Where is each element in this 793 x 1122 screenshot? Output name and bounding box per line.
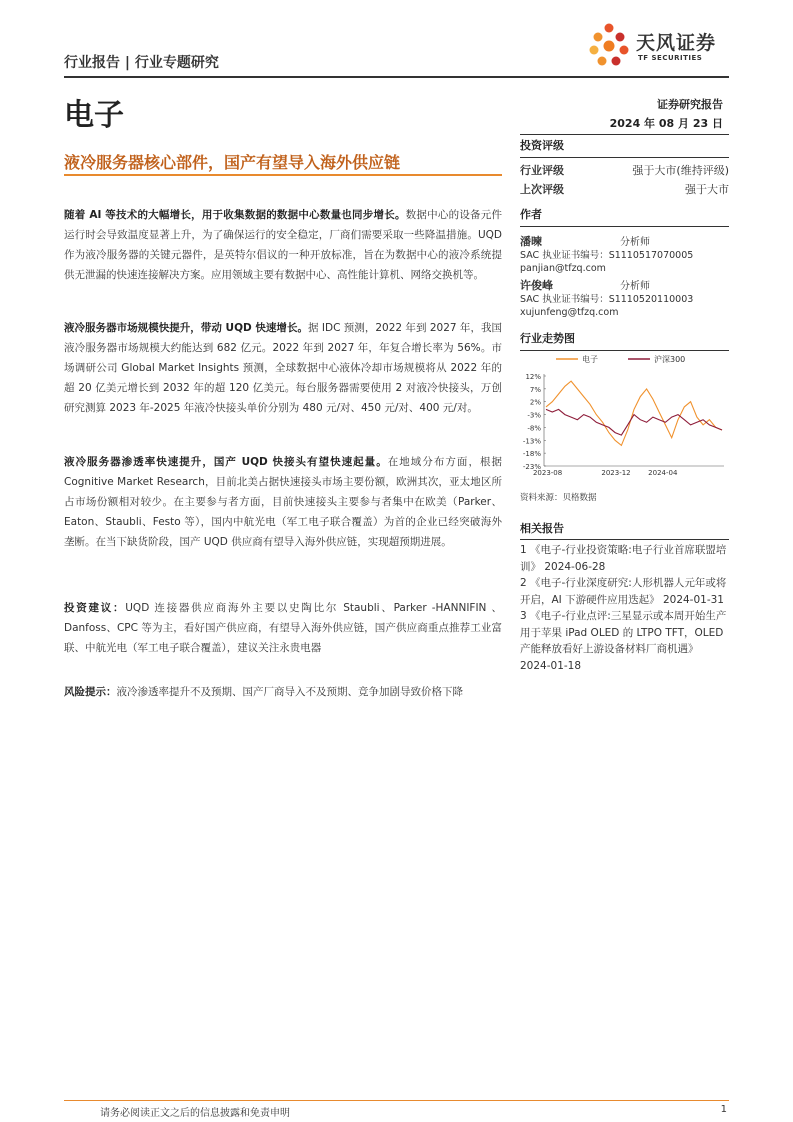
header-divider <box>64 76 729 78</box>
trend-heading: 行业走势图 <box>520 332 575 345</box>
rating-section <box>520 134 729 197</box>
industry-trend-chart <box>516 352 730 484</box>
legend-label: 电子 <box>582 355 598 364</box>
paragraph-risk <box>64 682 502 702</box>
rating-top-rule <box>520 134 729 135</box>
tf-logo-icon <box>584 22 634 68</box>
logo-text-cn: 天风证券 <box>636 32 717 54</box>
rating-heading: 投资评级 <box>520 139 564 152</box>
author-email[interactable]: xujunfeng@tfzq.com <box>520 307 619 318</box>
related-report-item[interactable]: 2 《电子-行业深度研究:人形机器人元年或将开启，AI 下游硬件应用迭起》 2024-01-31 <box>520 577 727 606</box>
x-tick-label: 2023-08 <box>532 469 563 477</box>
related-section <box>520 520 729 674</box>
authors-heading: 作者 <box>520 208 542 221</box>
report-category: 行业报告 | 行业专题研究 <box>64 55 219 71</box>
paragraph-lead: 投资建议： <box>64 602 126 614</box>
paragraph-lead: 风险提示： <box>64 686 117 698</box>
paragraph-penetration <box>64 452 502 552</box>
logo-text-en: TF SECURITIES <box>638 54 703 62</box>
y-tick-label: -18% <box>522 450 541 459</box>
paragraph-text: 液冷渗透率提升不及预期、国产厂商导入不及预期、竞争加剧导致价格下降 <box>116 686 463 698</box>
author-role: 分析师 <box>620 281 650 292</box>
previous-rating-row <box>520 181 729 197</box>
paragraph-market-size <box>64 318 502 418</box>
y-tick-label: -13% <box>522 437 541 446</box>
related-heading: 相关报告 <box>520 522 564 535</box>
industry-rating-row <box>520 162 729 178</box>
related-report-item[interactable]: 1 《电子-行业投资策略:电子行业首席联盟培训》 2024-06-28 <box>520 544 727 573</box>
headline-underline <box>64 174 502 176</box>
author-cert: SAC 执业证书编号：S1110517070005 <box>520 250 694 261</box>
authors-rule <box>520 226 729 227</box>
y-tick-label: 12% <box>525 373 541 381</box>
paragraph-lead: 随着 AI 等技术的大幅增长，用于收集数据的数据中心数量也同步增长。 <box>64 209 406 221</box>
report-headline: 液冷服务器核心部件，国产有望导入海外供应链 <box>64 153 401 172</box>
x-tick-label: 2023-12 <box>601 469 631 477</box>
trend-section <box>520 330 729 351</box>
paragraph-ai-growth <box>64 205 502 285</box>
y-tick-label: 2% <box>529 398 541 407</box>
paragraph-text: 数据中心的设备元件运行时会导致温度显著上升，为了确保运行的安全稳定，厂商们需要采取一些降温措施。UQD 作为液冷服务器的关键元器件，是英特尔倡议的一种开放标准，旨在为数据中心的液冷系统提供无泄漏的快速连接解决方案。应用领域主要有数据中心、高性能计算机、网络交换机等。 <box>64 209 503 281</box>
author-cert: SAC 执业证书编号：S1110520110003 <box>520 294 694 305</box>
legend-label: 沪深300 <box>654 355 686 364</box>
x-tick-label: 2024-04 <box>648 469 678 477</box>
author-role: 分析师 <box>620 237 650 248</box>
author-email[interactable]: panjian@tfzq.com <box>520 263 606 274</box>
page-number: 1 <box>720 1104 727 1115</box>
authors-section <box>520 206 729 319</box>
related-report-item[interactable]: 3 《电子-行业点评:三星显示或本周开始生产用于苹果 iPad OLED 的 LTPO TFT，OLED 产能释放看好上游设备材料厂商机遇》 2024-01-18 <box>520 610 727 672</box>
company-logo <box>584 22 734 68</box>
y-tick-label: -3% <box>527 411 541 420</box>
paragraph-lead: 液冷服务器渗透率快速提升，国产 UQD 快接头有望快速起量。 <box>64 456 388 468</box>
y-tick-label: -8% <box>527 424 541 433</box>
paragraph-text: 据 IDC 预测，2022 年到 2027 年，我国液冷服务器市场规模大约能达到 682 亿元。2022 年到 2027 年，年复合增长率为 56%。市场调研公司 Global Market Insights 预测，全球数据中心液体冷却市场规模将从 2022 年的超 20 亿美元增长到 2032 年的超 120 亿美元。每台服务器需要使用 2 对液冷快接头，万创研究测算 2023 年-2025 年液冷快接头单价分别为 480 元/对、450 元/对、400 元/对。 <box>64 322 502 414</box>
footer-divider <box>64 1100 729 1101</box>
trend-rule <box>520 350 729 351</box>
author-entry <box>520 233 729 275</box>
chart-source: 资料来源：贝格数据 <box>520 493 597 503</box>
series-line <box>546 381 722 445</box>
paragraph-lead: 液冷服务器市场规模快提升，带动 UQD 快速增长。 <box>64 322 309 334</box>
paragraph-text: UQD 连接器供应商海外主要以史陶比尔 Staubli、Parker -HANNIFIN 、Danfoss、CPC 等为主，看好国产供应商，有望导入海外供应链，国产供应商重点推荐工业富联、中航光电（军工电子联合覆盖），建议关注永贵电器 <box>64 602 503 654</box>
author-name: 许俊峰 <box>520 279 553 292</box>
y-tick-label: 7% <box>529 385 541 394</box>
related-rule <box>520 539 729 540</box>
author-name: 潘暕 <box>520 235 542 248</box>
footer-disclaimer[interactable]: 请务必阅读正文之后的信息披露和免责申明 <box>100 1108 290 1119</box>
rating-rule <box>520 157 729 158</box>
report-type: 证券研究报告 <box>657 98 723 111</box>
industry-rating-value: 强于大市(维持评级) <box>632 164 729 177</box>
industry-rating-label: 行业评级 <box>520 164 564 177</box>
previous-rating-value: 强于大市 <box>685 183 729 196</box>
paragraph-text: 在地域分布方面，根据 Cognitive Market Research，目前北美占据快速接头市场主要份额，欧洲其次，亚太地区所占市场份额相对较少。在主要参与者方面，目前快速接头主要参与者集中在欧美（Parker、Eaton、Staubli、Festo 等），国内中航光电（军工电子联合覆盖）为首的企业已经突破海外垄断。在当下缺货阶段，国产 UQD 供应商有望导入海外供应链，实现超预期进展。 <box>64 456 503 548</box>
y-tick-label: -23% <box>522 463 541 471</box>
paragraph-investment <box>64 598 502 658</box>
author-entry <box>520 277 729 319</box>
report-date: 2024 年 08 月 23 日 <box>609 117 723 130</box>
sector-title: 电子 <box>64 98 124 133</box>
previous-rating-label: 上次评级 <box>520 183 564 196</box>
